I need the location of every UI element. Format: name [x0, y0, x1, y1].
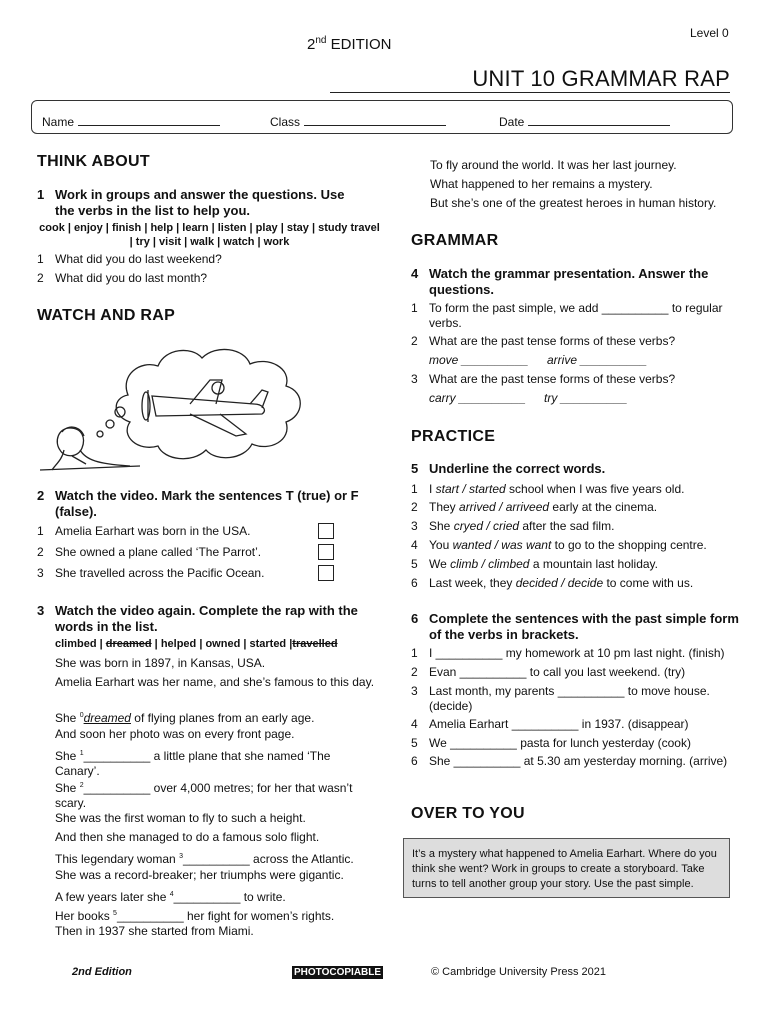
grammar-heading: GRAMMAR	[411, 232, 499, 249]
footer-edition: 2nd Edition	[72, 966, 132, 978]
tf-checkbox-3[interactable]	[318, 565, 334, 581]
level-label: Level 0	[690, 26, 729, 40]
rap-line: But she’s one of the greatest heroes in human history.	[430, 196, 717, 210]
task-3: 3 Watch the video again. Complete the rap with the words in the list.	[37, 603, 358, 634]
task-4: 4 Watch the grammar presentation. Answer the questions.	[411, 266, 709, 297]
over-to-you-box: It’s a mystery what happened to Amelia Earhart. Where do you think she went? Work in groups to create a storyboard. Take turns to tell another group your story. Use the past simple.	[403, 838, 730, 898]
over-to-you-heading: OVER TO YOU	[411, 805, 525, 822]
amelia-earhart-illustration	[40, 340, 320, 475]
edition-label: 2nd EDITION	[307, 35, 392, 53]
task-5: 5 Underline the correct words.	[411, 461, 606, 476]
rap-word-list: climbed | dreamed | helped | owned | started |travelled	[55, 638, 338, 650]
rap-line: What happened to her remains a mystery.	[430, 177, 653, 191]
complete-sentence-6[interactable]: 6 She __________ at 5.30 am yesterday morning. (arrive)	[411, 754, 728, 768]
underline-sentence-6[interactable]: 6 Last week, they decided / decide to come with us.	[411, 576, 694, 590]
rap-line: Then in 1937 she started from Miami.	[55, 924, 254, 938]
grammar-question-3: 3 What are the past tense forms of these verbs?	[411, 372, 676, 386]
underline-sentence-3[interactable]: 3 She cryed / cried after the sad film.	[411, 519, 615, 533]
rap-line: And then she managed to do a famous solo flight.	[55, 830, 320, 844]
rap-gap-1[interactable]: She $^1$__________ a little plane that she named ‘The Canary’.	[55, 749, 331, 778]
underline-sentence-4[interactable]: 4 You wanted / was want to go to the shopping centre.	[411, 538, 707, 552]
name-field[interactable]: Name	[42, 114, 220, 129]
past-form-arrive[interactable]: arrive __________	[547, 353, 648, 367]
task-1: 1 Work in groups and answer the questions. Use the verbs in the list to help you.	[37, 187, 345, 218]
rap-gap-2[interactable]: She $^2$__________ over 4,000 metres; for her that wasn’t scary.	[55, 781, 353, 810]
grammar-question-2: 2 What are the past tense forms of these verbs?	[411, 334, 676, 348]
practice-heading: PRACTICE	[411, 428, 496, 445]
tf-checkbox-1[interactable]	[318, 523, 334, 539]
task-2: 2 Watch the video. Mark the sentences T (true) or F (false).	[37, 488, 359, 519]
rap-line: She $^0$dreamed of flying planes from an early age.	[55, 711, 315, 725]
footer-copyright: © Cambridge University Press 2021	[431, 966, 607, 978]
photocopiable-badge: PHOTOCOPIABLE	[294, 967, 382, 978]
grammar-question-1[interactable]: 1 To form the past simple, we add __________ to regular verbs.	[411, 301, 723, 330]
page-title: UNIT 10 GRAMMAR RAP	[330, 66, 730, 93]
rap-line: And soon her photo was on every front page.	[55, 727, 295, 741]
complete-sentence-4[interactable]: 4 Amelia Earhart __________ in 1937. (disappear)	[411, 717, 689, 731]
question-1: 1 What did you do last weekend?	[37, 252, 222, 266]
tf-sentence-1: 1 Amelia Earhart was born in the USA.	[37, 524, 251, 538]
underline-sentence-5[interactable]: 5 We climb / climbed a mountain last holiday.	[411, 557, 659, 571]
past-form-move[interactable]: move __________	[429, 353, 529, 367]
question-2: 2 What did you do last month?	[37, 271, 208, 285]
think-about-heading: THINK ABOUT	[37, 153, 150, 170]
rap-gap-3[interactable]: This legendary woman $^3$__________ across the Atlantic.	[55, 852, 354, 866]
task-6: 6 Complete the sentences with the past simple form of the verbs in brackets.	[411, 611, 739, 642]
rap-line: She was the first woman to fly to such a height.	[55, 811, 306, 825]
rap-line: Amelia Earhart was her name, and she’s famous to this day.	[55, 675, 375, 689]
complete-sentence-2[interactable]: 2 Evan __________ to call you last weekend. (try)	[411, 665, 686, 679]
rap-gap-5[interactable]: Her books $^5$__________ her fight for women’s rights.	[55, 909, 335, 923]
tf-sentence-2: 2 She owned a plane called ‘The Parrot’.	[37, 545, 262, 559]
verb-list: cook | enjoy | finish | help | learn | listen | play | stay | study travel | try | visit | walk | watch | work	[39, 222, 380, 248]
complete-sentence-3[interactable]: 3 Last month, my parents __________ to move house. (decide)	[411, 684, 710, 713]
complete-sentence-1[interactable]: 1 I __________ my homework at 10 pm last night. (finish)	[411, 646, 725, 660]
rap-line: She was a record-breaker; her triumphs were gigantic.	[55, 868, 344, 882]
past-form-try[interactable]: try __________	[544, 391, 628, 405]
watch-and-rap-heading: WATCH AND RAP	[37, 307, 176, 324]
complete-sentence-5[interactable]: 5 We __________ pasta for lunch yesterday (cook)	[411, 736, 691, 750]
past-form-carry[interactable]: carry __________	[429, 391, 526, 405]
rap-gap-4[interactable]: A few years later she $^4$__________ to write.	[55, 890, 286, 904]
underline-sentence-2[interactable]: 2 They arrived / arriveed early at the cinema.	[411, 500, 658, 514]
date-field[interactable]: Date	[499, 114, 670, 129]
tf-sentence-3: 3 She travelled across the Pacific Ocean.	[37, 566, 265, 580]
class-field[interactable]: Class	[270, 114, 446, 129]
rap-line: She was born in 1897, in Kansas, USA.	[55, 656, 266, 670]
tf-checkbox-2[interactable]	[318, 544, 334, 560]
underline-sentence-1[interactable]: 1 I start / started school when I was five years old.	[411, 482, 685, 496]
rap-line: To fly around the world. It was her last journey.	[430, 158, 677, 172]
